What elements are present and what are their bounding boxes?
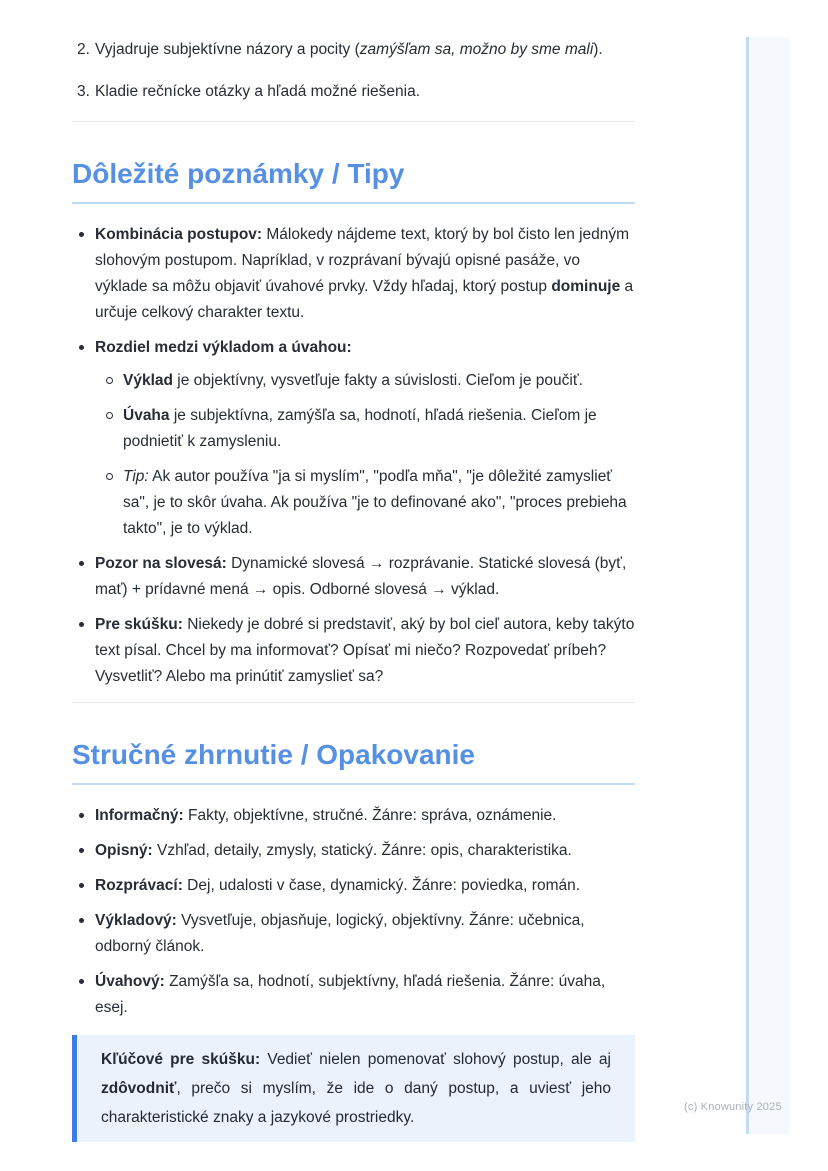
list-item bbox=[72, 79, 635, 105]
list-item bbox=[72, 969, 635, 1021]
list-marker bbox=[95, 368, 123, 394]
list-number: 2. bbox=[77, 41, 90, 58]
text-segment: Úvaha bbox=[123, 407, 170, 425]
text-segment: Vedieť nielen pomenovať slohový postup, ale aj bbox=[260, 1051, 611, 1069]
text-segment: Výklad bbox=[123, 372, 173, 390]
list-item bbox=[95, 368, 635, 394]
list-item bbox=[72, 551, 635, 603]
text-segment: Výkladový: bbox=[95, 912, 177, 930]
bullet-dot-icon bbox=[79, 848, 84, 853]
bullet-dot-icon bbox=[79, 232, 84, 237]
list-marker bbox=[72, 612, 95, 690]
list-item bbox=[72, 222, 635, 326]
sub-list bbox=[95, 368, 635, 542]
list-marker bbox=[95, 403, 123, 455]
text-segment: Vyjadruje subjektívne názory a pocity ( bbox=[95, 41, 360, 58]
page-edge-bar bbox=[746, 37, 790, 1134]
bullet-list bbox=[72, 803, 635, 1021]
list-item-text bbox=[95, 803, 635, 829]
text-segment: Fakty, objektívne, stručné. Žánre: správa, oznámenie. bbox=[183, 807, 557, 825]
list-item-text bbox=[95, 551, 635, 603]
text-segment: Vysvetľuje, objasňuje, logický, objektívny. Žánre: učebnica, odborný článok. bbox=[95, 912, 585, 956]
list-item-text bbox=[95, 37, 635, 63]
bullet-dot-icon bbox=[79, 883, 84, 888]
text-segment: ). bbox=[593, 41, 603, 58]
section-notes bbox=[72, 158, 635, 690]
bullet-dot-icon bbox=[79, 918, 84, 923]
text-segment: zamýšľam sa, možno by sme mali bbox=[359, 41, 594, 58]
list-item-text bbox=[95, 79, 635, 105]
text-segment: Málokedy nájdeme text, ktorý by bol čisto len jedným slohovým postupom. Napríklad, v rozprávaní bývajú opisné pasáže, vo výklade sa môžu objaviť úvahové prvky. Vždy hľadaj, ktorý postup bbox=[95, 226, 630, 296]
list-item-text bbox=[95, 908, 635, 960]
list-item-text bbox=[95, 873, 635, 899]
list-item bbox=[72, 803, 635, 829]
bullet-dot-icon bbox=[79, 561, 84, 566]
bullet-dot-icon bbox=[79, 813, 84, 818]
text-segment: zdôvodniť bbox=[101, 1080, 177, 1098]
list-item bbox=[72, 37, 635, 63]
section-title-underline bbox=[72, 202, 635, 204]
list-item bbox=[72, 612, 635, 690]
text-segment: Kladie rečnícke otázky a hľadá možné riešenia. bbox=[95, 83, 421, 100]
section-title: Dôležité poznámky / Tipy bbox=[72, 158, 405, 189]
key-takeaway-callout bbox=[72, 1035, 635, 1142]
list-item bbox=[72, 335, 635, 542]
list-marker bbox=[72, 838, 95, 864]
list-item bbox=[72, 908, 635, 960]
text-segment: Niekedy je dobré si predstaviť, aký by bol cieľ autora, keby takýto text písal. Chcel by ma informovať? Opísať mi niečo? Rozpovedať príbeh? Vysvetliť? Alebo ma prinútiť zamyslieť sa? bbox=[95, 616, 635, 686]
section-divider bbox=[72, 702, 635, 703]
list-marker bbox=[72, 803, 95, 829]
list-item bbox=[95, 403, 635, 455]
list-item-text bbox=[123, 464, 635, 542]
text-segment: Pozor na slovesá: bbox=[95, 555, 227, 573]
text-segment: Dynamické slovesá → rozprávanie. Statické slovesá (byť, mať) + prídavné mená → opis. Odborné slovesá → výklad. bbox=[95, 555, 627, 599]
circle-bullet-icon bbox=[106, 473, 113, 480]
section-title-underline bbox=[72, 783, 635, 785]
list-item bbox=[72, 838, 635, 864]
bullet-dot-icon bbox=[79, 622, 84, 627]
list-item bbox=[72, 873, 635, 899]
list-item-text bbox=[95, 969, 635, 1021]
text-segment: je objektívny, vysvetľuje fakty a súvislosti. Cieľom je poučiť. bbox=[172, 372, 583, 390]
list-marker bbox=[72, 551, 95, 603]
list-item-text bbox=[95, 612, 635, 690]
text-segment: Dej, udalosti v čase, dynamický. Žánre: poviedka, román. bbox=[182, 877, 581, 895]
text-segment: Tip: bbox=[123, 468, 149, 486]
section-divider bbox=[72, 121, 635, 122]
text-segment: Informačný: bbox=[95, 807, 184, 825]
text-segment: Rozdiel medzi výkladom a úvahou: bbox=[95, 339, 352, 357]
list-marker bbox=[95, 464, 123, 542]
list-marker bbox=[72, 908, 95, 960]
text-segment: Pre skúšku: bbox=[95, 616, 183, 634]
bullet-dot-icon bbox=[79, 979, 84, 984]
text-segment: , prečo si myslím, že ide o daný postup, a uviesť jeho charakteristické znaky a jazykové prostriedky. bbox=[101, 1080, 611, 1127]
text-segment: Vzhľad, detaily, zmysly, statický. Žánre: opis, charakteristika. bbox=[152, 842, 572, 860]
callout-text bbox=[101, 1045, 611, 1132]
text-segment: Ak autor používa "ja si myslím", "podľa mňa", "je dôležité zamyslieť sa", je to skôr úvaha. Ak používa "je to definované ako", "proces prebieha takto", je to výklad. bbox=[123, 468, 627, 538]
section-title: Stručné zhrnutie / Opakovanie bbox=[72, 739, 475, 771]
list-marker bbox=[72, 873, 95, 899]
list-item-text bbox=[123, 403, 635, 455]
list-item-text bbox=[123, 368, 635, 394]
section-summary bbox=[72, 739, 635, 1021]
list-marker bbox=[72, 222, 95, 326]
list-marker bbox=[72, 335, 95, 542]
list-marker bbox=[72, 969, 95, 1021]
bullet-dot-icon bbox=[79, 345, 84, 350]
list-number: 3. bbox=[77, 83, 90, 100]
text-segment: Opisný: bbox=[95, 842, 153, 860]
list-item-text bbox=[95, 222, 635, 326]
text-segment: je subjektívna, zamýšľa sa, hodnotí, hľadá riešenia. Cieľom je podnietiť k zamysleniu. bbox=[123, 407, 597, 451]
text-segment: Rozprávací: bbox=[95, 877, 183, 895]
copyright-notice: (c) Knowunity 2025 bbox=[684, 1101, 782, 1113]
text-segment: a určuje celkový charakter textu. bbox=[95, 278, 634, 322]
numbered-list bbox=[72, 0, 635, 105]
circle-bullet-icon bbox=[106, 412, 113, 419]
list-item-text bbox=[95, 335, 635, 361]
bullet-list bbox=[72, 222, 635, 690]
text-segment: Zamýšľa sa, hodnotí, subjektívny, hľadá riešenia. Žánre: úvaha, esej. bbox=[95, 973, 606, 1017]
text-segment: Úvahový: bbox=[95, 973, 165, 991]
text-segment: Kombinácia postupov: bbox=[95, 226, 263, 244]
text-segment: dominuje bbox=[551, 278, 621, 296]
list-item bbox=[95, 464, 635, 542]
circle-bullet-icon bbox=[106, 377, 113, 384]
text-segment: Kľúčové pre skúšku: bbox=[101, 1051, 261, 1069]
list-item-text bbox=[95, 838, 635, 864]
document-page bbox=[72, 0, 635, 1142]
